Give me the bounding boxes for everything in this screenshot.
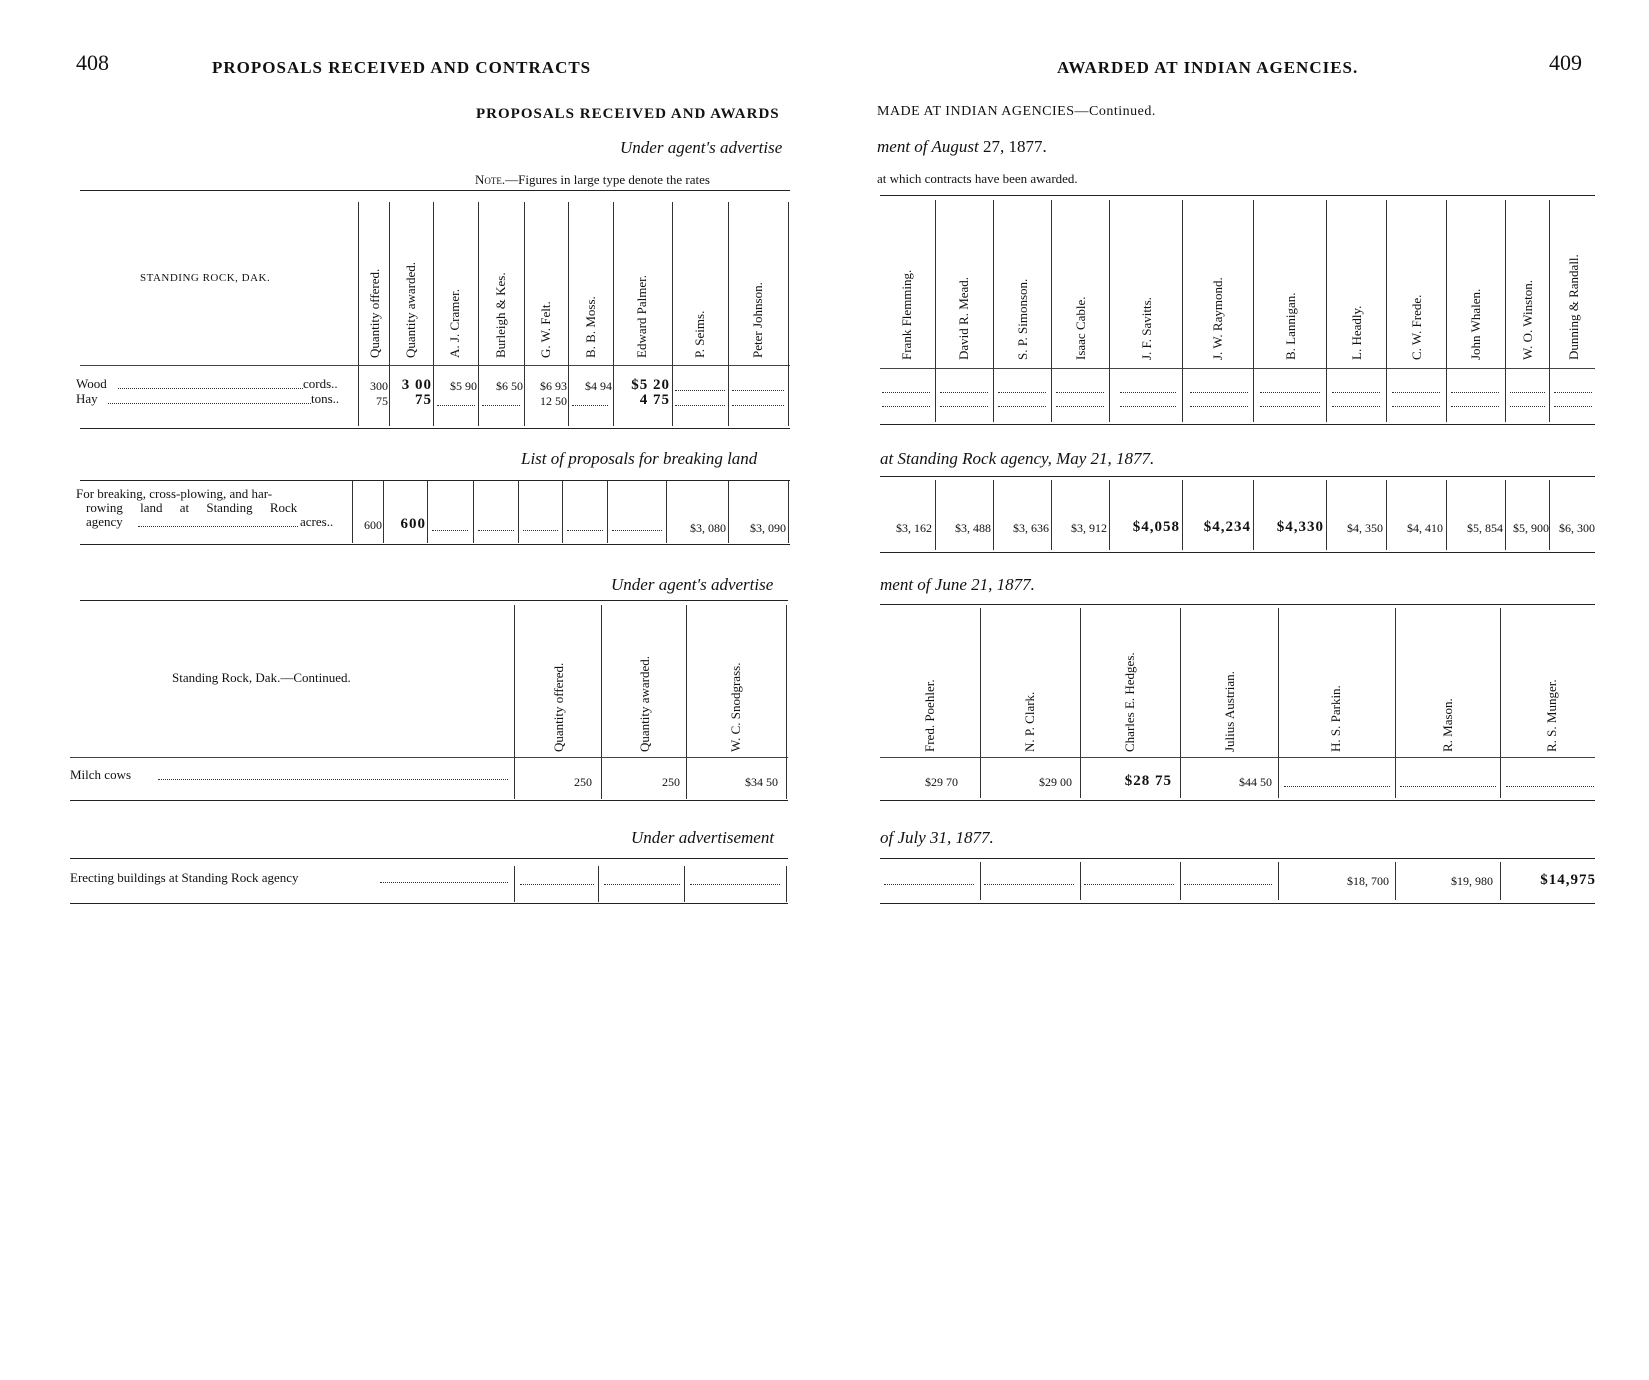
breaking-awarded: 600 <box>400 516 426 532</box>
right-section3-title: ment of June 21, 1877. <box>880 575 1035 594</box>
row-wood-label: Wood <box>76 376 107 391</box>
wood-felt: $6 93 <box>540 379 567 393</box>
milch-cows-label: Milch cows <box>70 767 132 782</box>
col-frede: C. W. Frede. <box>1409 294 1424 360</box>
milch-clark: $29 00 <box>1039 775 1072 789</box>
wood-cramer: $5 90 <box>450 379 477 393</box>
buildings-parkin: $18, 700 <box>1347 874 1389 888</box>
col-headly: L. Headly. <box>1349 305 1364 360</box>
note-text: —Figures in large type denote the rates <box>505 172 710 187</box>
col-savitts: J. F. Savitts. <box>1139 297 1154 360</box>
col-moss: B. B. Moss. <box>583 296 598 358</box>
right-page-number: 409 <box>1549 50 1582 75</box>
row-wood-unit: cords.. <box>303 376 338 391</box>
col-quantity-awarded: Quantity awarded. <box>403 261 418 358</box>
breaking-lannigan: $4,330 <box>1276 519 1324 535</box>
breaking-savitts: $4,058 <box>1132 519 1180 535</box>
hay-palmer: 4 75 <box>639 392 670 408</box>
col-raymond: J. W. Raymond. <box>1210 277 1225 360</box>
right-running-head: AWARDED AT INDIAN AGENCIES. <box>1057 58 1359 77</box>
left-running-head: PROPOSALS RECEIVED AND CONTRACTS <box>212 58 592 77</box>
breaking-simonson: $3, 636 <box>1013 521 1049 535</box>
breaking-mead: $3, 488 <box>955 521 991 535</box>
milch-awarded: 250 <box>662 775 680 789</box>
breaking-raymond: $4,234 <box>1203 519 1251 535</box>
col-whalen: John Whalen. <box>1468 288 1483 360</box>
col-burleigh: Burleigh & Kes. <box>493 272 508 358</box>
col-palmer: Edward Palmer. <box>634 274 649 358</box>
wood-palmer: $5 20 <box>631 377 670 393</box>
breaking-item-line3: agency <box>86 514 123 529</box>
hay-felt: 12 50 <box>540 394 567 408</box>
col-cable: Isaac Cable. <box>1073 296 1088 360</box>
rule <box>80 190 790 191</box>
left-subtitle: Under agent's advertise <box>620 138 783 157</box>
col-mason: R. Mason. <box>1440 698 1455 752</box>
rule <box>80 365 790 366</box>
breaking-seims: $3, 080 <box>690 521 726 535</box>
t3-col-quantity-awarded: Quantity awarded. <box>637 655 652 752</box>
buildings-munger: $14,975 <box>1540 872 1596 888</box>
breaking-dunning: $6, 300 <box>1559 521 1595 535</box>
wood-offered: 300 <box>370 379 388 393</box>
col-mead: David R. Mead. <box>956 276 971 360</box>
row-hay-label: Hay <box>76 391 98 406</box>
col-parkin: H. S. Parkin. <box>1328 685 1343 752</box>
wood-moss: $4 94 <box>585 379 612 393</box>
table1-stub-header: STANDING ROCK, DAK. <box>140 272 271 284</box>
breaking-unit: acres.. <box>300 514 334 529</box>
col-winston: W. O. Winston. <box>1520 279 1535 360</box>
right-section2-title: at Standing Rock agency, May 21, 1877. <box>880 449 1155 468</box>
breaking-johnson: $3, 090 <box>750 521 786 535</box>
left-section3-title: Under agent's advertise <box>611 575 774 594</box>
col-dunning: Dunning & Randall. <box>1566 254 1581 360</box>
breaking-whalen: $5, 854 <box>1467 521 1503 535</box>
subtitle-date: August <box>931 137 979 156</box>
col-johnson: Peter Johnson. <box>750 282 765 358</box>
milch-snodgrass: $34 50 <box>745 775 778 789</box>
wood-awarded: 3 00 <box>401 377 432 393</box>
t3-col-snodgrass: W. C. Snodgrass. <box>728 662 743 752</box>
subtitle-prefix: ment of <box>877 137 932 156</box>
table3-stub-header: Standing Rock, Dak.—Continued. <box>172 670 351 685</box>
breaking-frede: $4, 410 <box>1407 521 1443 535</box>
left-title: PROPOSALS RECEIVED AND AWARDS <box>476 106 780 122</box>
wood-burleigh: $6 50 <box>496 379 523 393</box>
row-hay-unit: tons.. <box>311 391 340 406</box>
col-quantity-offered: Quantity offered. <box>367 268 382 358</box>
breaking-item-line2: rowing land at Standing Rock <box>86 500 298 515</box>
col-lannigan: B. Lannigan. <box>1283 292 1298 360</box>
col-poehler: Fred. Poehler. <box>922 679 937 752</box>
col-clark: N. P. Clark. <box>1022 691 1037 752</box>
breaking-offered: 600 <box>364 518 382 532</box>
note-label: Note. <box>475 172 506 187</box>
col-simonson: S. P. Simonson. <box>1015 278 1030 360</box>
col-hedges: Charles E. Hedges. <box>1122 652 1137 752</box>
rule <box>80 428 790 429</box>
col-austrian: Julius Austrian. <box>1222 671 1237 752</box>
col-seims: P. Seims. <box>692 310 707 358</box>
col-munger: R. S. Munger. <box>1544 679 1559 752</box>
right-note: at which contracts have been awarded. <box>877 171 1078 186</box>
breaking-cable: $3, 912 <box>1071 521 1107 535</box>
hay-offered: 75 <box>376 394 388 408</box>
t3-col-quantity-offered: Quantity offered. <box>551 662 566 752</box>
erecting-buildings-label: Erecting buildings at Standing Rock agency <box>70 870 299 885</box>
breaking-flemming: $3, 162 <box>896 521 932 535</box>
right-subtitle <box>877 137 1047 157</box>
col-flemming: Frank Flemming. <box>899 269 914 360</box>
col-cramer: A. J. Cramer. <box>447 289 462 358</box>
left-section4-title: Under advertisement <box>631 828 775 847</box>
breaking-winston: $5, 900 <box>1513 521 1549 535</box>
milch-austrian: $44 50 <box>1239 775 1272 789</box>
col-felt: G. W. Felt. <box>538 301 553 358</box>
left-page-number: 408 <box>76 50 109 75</box>
hay-awarded: 75 <box>415 392 432 408</box>
left-note <box>475 172 710 188</box>
breaking-headly: $4, 350 <box>1347 521 1383 535</box>
milch-hedges: $28 75 <box>1124 773 1172 789</box>
breaking-item-line1: For breaking, cross-plowing, and har- <box>76 486 273 501</box>
right-title: MADE AT INDIAN AGENCIES—Continued. <box>877 104 1156 119</box>
buildings-mason: $19, 980 <box>1451 874 1493 888</box>
breaking-land-title: List of proposals for breaking land <box>521 449 758 468</box>
right-section4-title: of July 31, 1877. <box>880 828 994 847</box>
milch-poehler: $29 70 <box>925 775 958 789</box>
subtitle-rest: 27, 1877. <box>978 137 1047 156</box>
milch-offered: 250 <box>574 775 592 789</box>
